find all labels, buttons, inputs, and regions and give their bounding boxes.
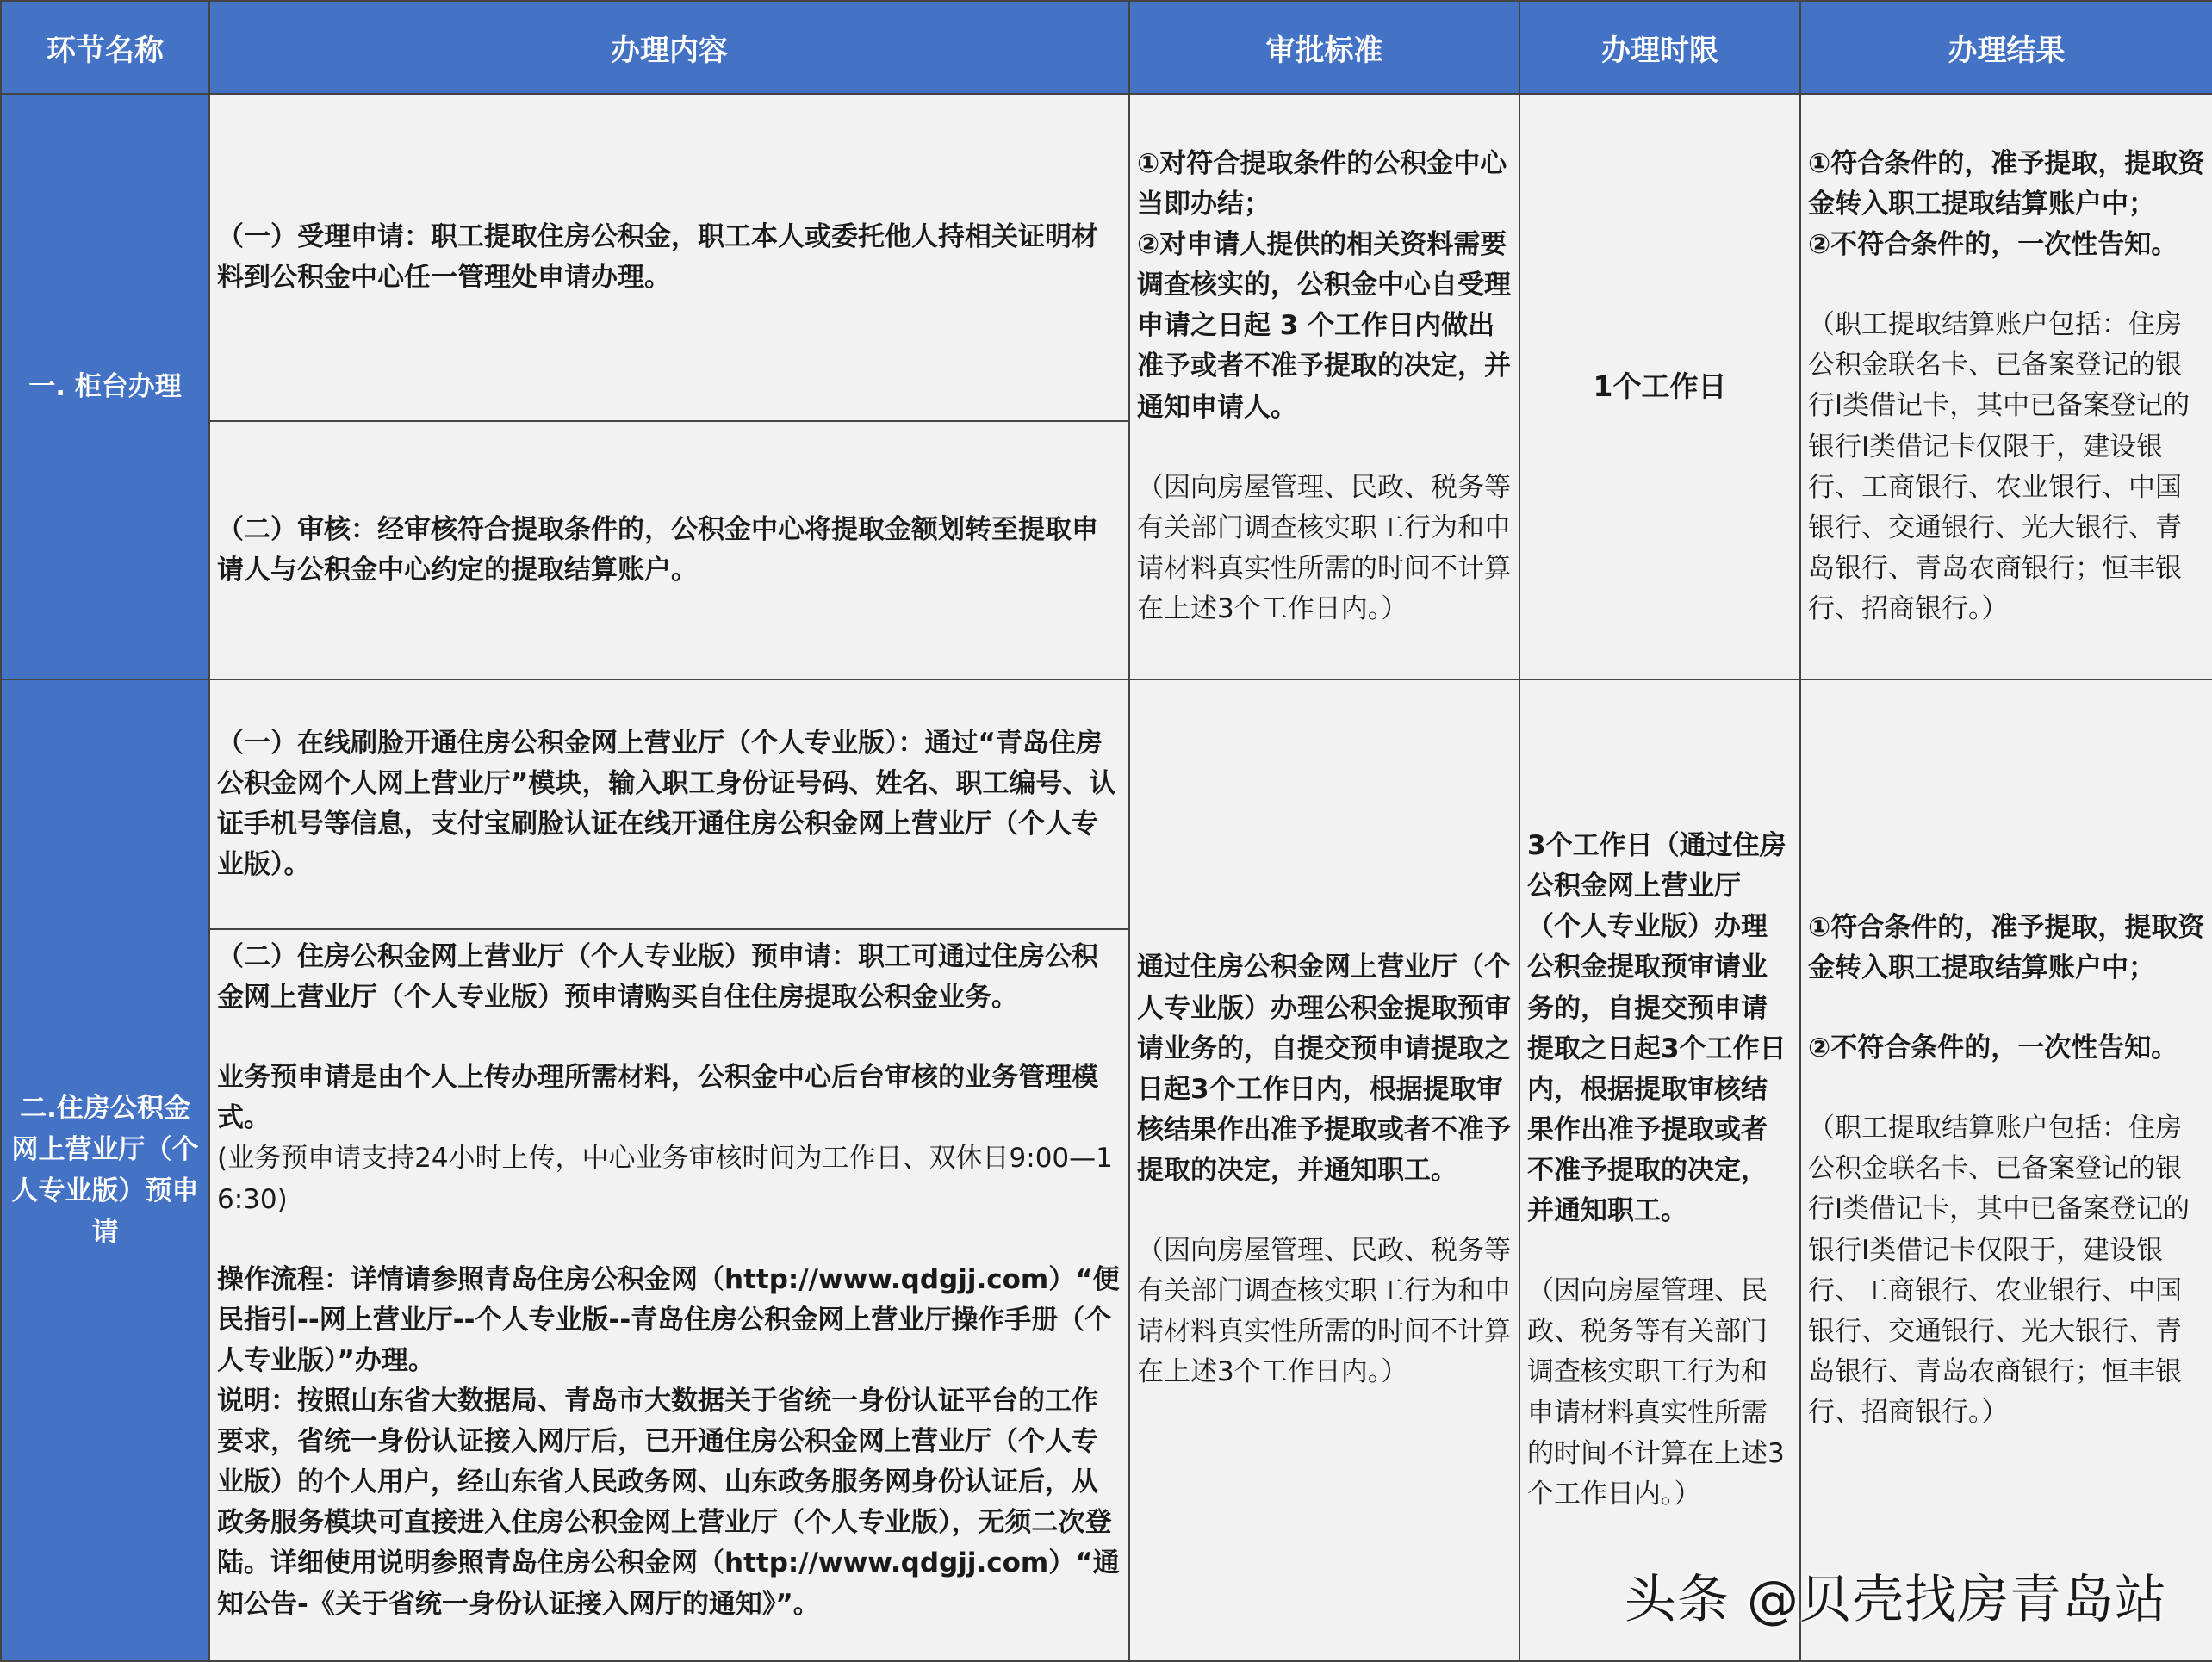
standard-note: （因向房屋管理、民政、税务等有关部门调查核实职工行为和申请材料真实性所需的时间不计算在上述3个工作日内。） xyxy=(1137,1235,1511,1388)
standard-counter xyxy=(1129,94,1519,679)
content-text: （二）住房公积金网上营业厅（个人专业版）预申请：职工可通过住房公积金网上营业厅（个人专业版）预申请购买自住住房提取公积金业务。 xyxy=(217,941,1098,1014)
standard-note: （因向房屋管理、民政、税务等有关部门调查核实职工行为和申请材料真实性所需的时间不计算在上述3个工作日内。） xyxy=(1137,471,1511,624)
table-row xyxy=(1,679,2212,929)
stage-counter: 一. 柜台办理 xyxy=(1,94,209,679)
table-row xyxy=(1,94,2212,421)
result-item: ②不符合条件的，一次性告知。 xyxy=(1808,229,2178,261)
standard-online xyxy=(1129,679,1519,1661)
content-text: （二）审核：经审核符合提取条件的，公积金中心将提取金额划转至提取申请人与公积金中心约定的提取结算账户。 xyxy=(217,513,1098,586)
time-limit-item: 3个工作日（通过住房公积金网上营业厅（个人专业版）办理公积金提取预审请业务的，自提交预申请提取之日起3个工作日内，根据提取审核结果作出准予提取或者不准予提取的决定，并通知职工。 xyxy=(1527,830,1786,1227)
result-item: ①符合条件的，准予提取，提取资金转入职工提取结算账户中； xyxy=(1808,147,2205,220)
result-note: （职工提取结算账户包括：住房公积金联名卡、已备案登记的银行I类借记卡，其中已备案登记的银行I类借记卡仅限于，建设银行、工商银行、农业银行、中国银行、交通银行、光大银行、青岛银行、青岛农商银行；恒丰银行、招商银行。） xyxy=(1808,1113,2190,1428)
header-time-limit: 办理时限 xyxy=(1519,1,1800,94)
header-content: 办理内容 xyxy=(209,1,1129,94)
time-limit-counter: 1个工作日 xyxy=(1519,94,1800,679)
content-hours: (业务预申请支持24小时上传，中心业务审核时间为工作日、双休日9:00—16:30) xyxy=(217,1143,1113,1215)
header-result: 办理结果 xyxy=(1800,1,2212,94)
result-counter xyxy=(1800,94,2212,679)
content-face-verification xyxy=(209,679,1129,929)
standard-item: ②对申请人提供的相关资料需要调查核实的，公积金中心自受理申请之日起 3 个工作日内做出准予或者不准予提取的决定，并通知申请人。 xyxy=(1137,229,1511,423)
header-row xyxy=(1,1,2212,94)
result-item: ②不符合条件的，一次性告知。 xyxy=(1808,1033,2178,1064)
content-text: （一）受理申请：职工提取住房公积金，职工本人或委托他人持相关证明材料到公积金中心任一管理处申请办理。 xyxy=(217,220,1098,293)
time-limit-online xyxy=(1519,679,1800,1661)
result-item: ①符合条件的，准予提取，提取资金转入职工提取结算账户中； xyxy=(1808,911,2205,983)
content-pre-application xyxy=(209,929,1129,1661)
header-stage: 环节名称 xyxy=(1,1,209,94)
result-note: （职工提取结算账户包括：住房公积金联名卡、已备案登记的银行I类借记卡，其中已备案登记的银行I类借记卡仅限于，建设银行、工商银行、农业银行、中国银行、交通银行、光大银行、青岛银行、青岛农商银行；恒丰银行、招商银行。） xyxy=(1808,309,2190,624)
stage-online: 二.住房公积金网上营业厅（个人专业版）预申请 xyxy=(1,679,209,1661)
content-note: 说明：按照山东省大数据局、青岛市大数据关于省统一身份认证平台的工作要求，省统一身份认证接入网厅后，已开通住房公积金网上营业厅（个人专业版）的个人用户，经山东省人民政务网、山东政务服务网身份认证后，从政务服务模块可直接进入住房公积金网上营业厅（个人专业版），无须二次登陆。详细使用说明参照青岛住房公积金网（http://www.qdgjj.com）“通知公告-《关于省统一身份认证接入网厅的通知》”。 xyxy=(217,1385,1120,1620)
standard-item: ①对符合提取条件的公积金中心当即办结； xyxy=(1137,147,1507,220)
watermark: 头条 @贝壳找房青岛站 xyxy=(1624,1570,2167,1630)
content-accept-application xyxy=(209,94,1129,421)
content-review xyxy=(209,421,1129,679)
time-limit-note: （因向房屋管理、民政、税务等有关部门调查核实职工行为和申请材料真实性所需的时间不计算在上述3个工作日内。） xyxy=(1527,1275,1785,1510)
result-online xyxy=(1800,679,2212,1661)
content-text: （一）在线刷脸开通住房公积金网上营业厅（个人专业版）：通过“青岛住房公积金网个人网上营业厅”模块，输入职工身份证号码、姓名、职工编号、认证手机号等信息，支付宝刷脸认证在线开通住房公积金网上营业厅（个人专业版）。 xyxy=(217,727,1116,881)
standard-item: 通过住房公积金网上营业厅（个人专业版）办理公积金提取预审请业务的，自提交预申请提取之日起3个工作日内，根据提取审核结果作出准予提取或者不准予提取的决定，并通知职工。 xyxy=(1137,952,1511,1186)
header-standard: 审批标准 xyxy=(1129,1,1519,94)
content-text: 业务预申请是由个人上传办理所需材料，公积金中心后台审核的业务管理模式。 xyxy=(217,1062,1098,1134)
content-process-link: 操作流程：详情请参照青岛住房公积金网（http://www.qdgjj.com）“便民指引--网上营业厅--个人专业版--青岛住房公积金网上营业厅操作手册（个人专业版）”办理。 xyxy=(217,1263,1120,1376)
